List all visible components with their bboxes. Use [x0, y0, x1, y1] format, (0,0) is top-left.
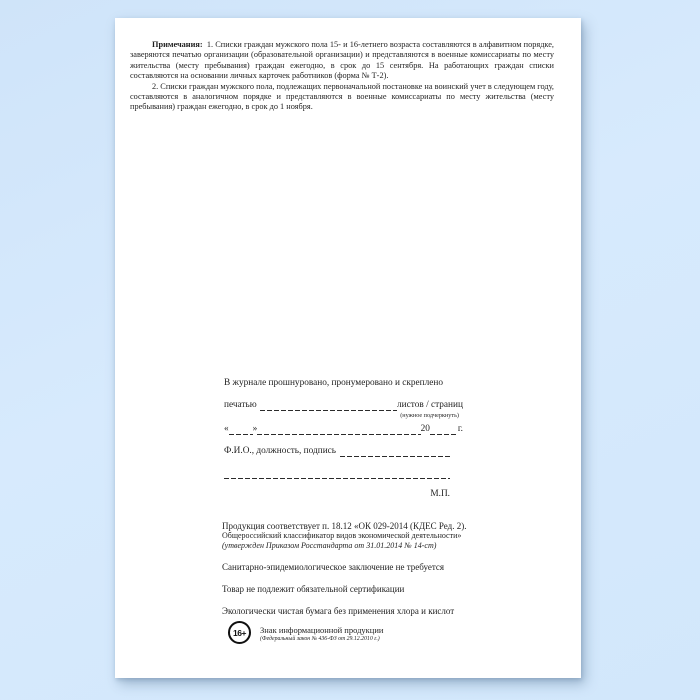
compliance-line-2: Общероссийский классификатор видов экономической деятельности» — [222, 531, 462, 540]
age-mark-label: Знак информационной продукции — [260, 625, 384, 635]
year-prefix: 20 — [420, 424, 430, 434]
open-quote: « — [224, 424, 229, 434]
sheets-pages-label: листов / страниц — [397, 400, 463, 410]
date-row — [224, 424, 463, 435]
seal-prefix-label: печатью — [224, 400, 257, 410]
underline-note: (нужное подчеркнуть) — [400, 412, 459, 419]
close-quote: » — [252, 424, 258, 434]
compliance-section — [222, 521, 522, 616]
age-mark-row — [228, 621, 383, 644]
journal-stitch-block — [224, 378, 463, 500]
certification-statement: Товар не подлежит обязательной сертификации — [222, 584, 405, 594]
fio-blank — [340, 447, 450, 457]
sanitary-statement: Санитарно-эпидемиологическое заключение не требуется — [222, 562, 445, 572]
notes-section — [130, 40, 554, 113]
fio-label: Ф.И.О., должность, подпись — [224, 446, 337, 456]
notes-paragraph-1 — [130, 40, 554, 82]
age-mark-law-reference: (Федеральный закон № 436-ФЗ от 29.12.2010 г.) — [260, 636, 380, 642]
document-page — [115, 18, 581, 678]
stamp-place-label: М.П. — [430, 489, 450, 499]
notes-paragraph-2 — [130, 82, 554, 113]
stitch-statement-line: В журнале прошнуровано, пронумеровано и скреплено — [224, 378, 444, 388]
eco-statement: Экологически чистая бумага без применения хлора и кислот — [222, 606, 455, 616]
fio-row — [224, 446, 450, 457]
year-blank — [430, 425, 458, 435]
year-suffix: г. — [457, 424, 463, 434]
compliance-line-1: Продукция соответствует п. 18.12 «ОК 029-2014 (КДЕС Ред. 2). — [222, 521, 467, 531]
sheets-count-blank — [260, 401, 397, 411]
notes-label: Примечания: — [152, 40, 203, 49]
signature-blank-line — [224, 468, 450, 479]
notes-paragraph-1-text: 1. Списки граждан мужского пола 15- и 16-летнего возраста составляются в алфавитном порядке, заверяются печатью организации (образовательной организации) и представляются в военные комиссариаты по месту жительства (месту пребывания) граждан ежегодно, в срок до 15 сентября. На работающих граждан списки составляются на основании личных карточек работников (форма № Т-2). — [130, 40, 554, 81]
age-mark-text — [260, 621, 383, 643]
day-blank — [229, 425, 253, 435]
month-blank — [257, 425, 420, 435]
compliance-line-3: (утвержден Приказом Росстандарта от 31.01.2014 № 14-ст) — [222, 541, 437, 550]
notes-paragraph-2-text: 2. Списки граждан мужского пола, подлежащих первоначальной постановке на воинский учет в следующем году, составляются в аналогичном порядке и представляются в военные комиссариаты по месту жительства (месту пребывания) граждан ежегодно, в срок до 1 ноября. — [130, 81, 554, 112]
seal-row — [224, 400, 463, 411]
age-16plus-icon: 16+ — [228, 621, 251, 644]
